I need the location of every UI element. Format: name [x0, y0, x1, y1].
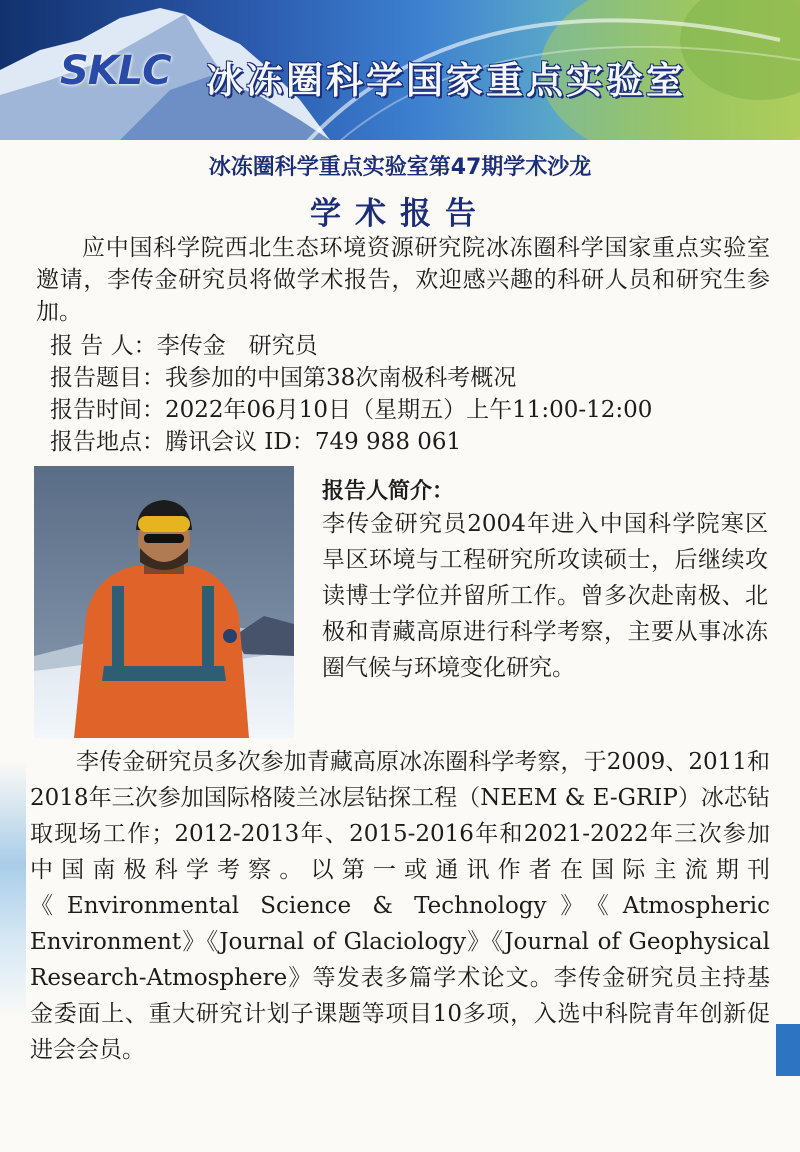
- detail-label: 报告时间：: [50, 397, 165, 423]
- header-banner: [0, 0, 800, 140]
- detail-location: [50, 426, 652, 458]
- left-decoration: [0, 760, 26, 1020]
- speaker-photo: [34, 466, 294, 738]
- detail-value: 腾讯会议 ID：749 988 061: [165, 429, 462, 455]
- right-decoration: [776, 1024, 800, 1076]
- detail-speaker: [50, 330, 652, 362]
- lab-name: 冰冻圈科学国家重点实验室: [206, 59, 686, 102]
- main-title: 学术报告: [310, 196, 490, 232]
- report-details: [50, 330, 652, 458]
- detail-topic: [50, 362, 652, 394]
- salon-title: 冰冻圈科学重点实验室第47期学术沙龙: [208, 155, 592, 180]
- intro-paragraph: 应中国科学院西北生态环境资源研究院冰冻圈科学国家重点实验室邀请，李传金研究员将做学术报告，欢迎感兴趣的科研人员和研究生参加。: [36, 235, 770, 325]
- detail-value: 2022年06月10日（星期五）上午11:00-12:00: [165, 397, 653, 423]
- bio-heading: 报告人简介：: [322, 479, 455, 504]
- bio-text-top: 李传金研究员2004年进入中国科学院寒区旱区环境与工程研究所攻读硕士，后继续攻读博士学位并留所工作。曾多次赴南极、北极和青藏高原进行科学考察，主要从事冰冻圈气候与环境变化研究。: [322, 511, 768, 681]
- sklc-logo: SKLC: [60, 48, 171, 94]
- detail-label: 报 告 人：: [50, 333, 157, 359]
- detail-label: 报告题目：: [50, 365, 165, 391]
- bio-text-bottom: 李传金研究员多次参加青藏高原冰冻圈科学考察，于2009、2011和2018年三次参加国际格陵兰冰层钻探工程（NEEM & E-GRIP）冰芯钻取现场工作；2012-2013年、2015-2016年和2021-2022年三次参加中国南极科学考察。以第一或通讯作者在国际主流期刊《Environmental Science & Technology》《Atmospheric Environment》《Journal of Glaciology》《Journal of Geophysical Research-Atmosphere》等发表多篇学术论文。李传金研究员主持基金委面上、重大研究计划子课题等项目10多项，入选中科院青年创新促进会会员。: [30, 749, 770, 1063]
- detail-time: [50, 394, 652, 426]
- detail-label: 报告地点：: [50, 429, 165, 455]
- detail-value: 李传金 研究员: [156, 333, 318, 359]
- detail-value: 我参加的中国第38次南极科考概况: [165, 365, 517, 391]
